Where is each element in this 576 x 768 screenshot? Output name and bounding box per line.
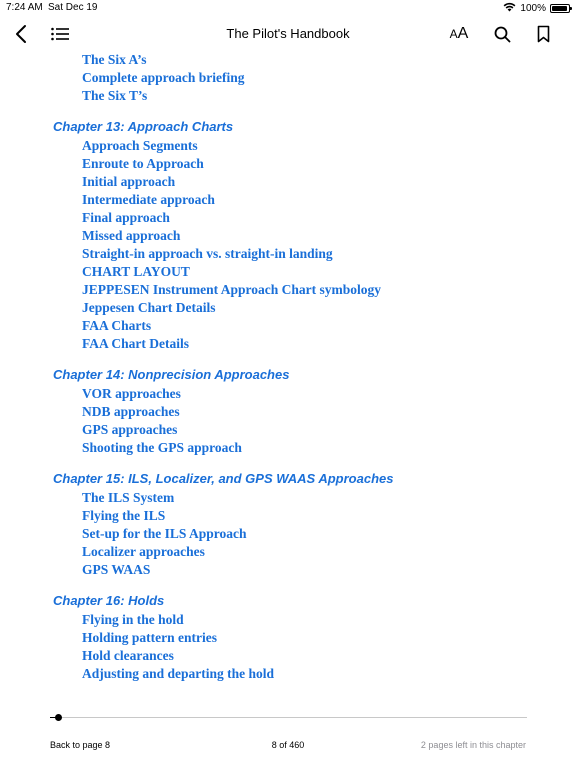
status-time: 7:24 AM — [6, 2, 43, 13]
toc-item[interactable]: Hold clearances — [82, 648, 174, 663]
toc-item[interactable]: Adjusting and departing the hold — [82, 666, 275, 681]
font-size-icon — [450, 26, 469, 42]
status-date: Sat Dec 19 — [48, 2, 98, 13]
font-settings-button[interactable] — [444, 22, 474, 46]
font-big-glyph: A — [457, 25, 469, 42]
progress-track[interactable] — [50, 717, 527, 718]
progress-knob[interactable] — [55, 714, 62, 721]
toc-item[interactable]: Flying the ILS — [82, 508, 166, 523]
page-indicator: 8 of 460 — [271, 740, 305, 750]
toc-item[interactable]: Shooting the GPS approach — [82, 440, 242, 455]
status-right — [503, 2, 570, 15]
toc-item[interactable]: Set-up for the ILS Approach — [82, 526, 247, 541]
bookmark-icon — [537, 25, 550, 43]
toc-item[interactable]: Jeppesen Chart Details — [82, 300, 216, 315]
toc-item[interactable]: Initial approach — [82, 174, 176, 189]
search-button[interactable] — [490, 22, 514, 46]
toc-item[interactable]: The Six T’s — [82, 88, 148, 103]
toc-item[interactable]: NDB approaches — [82, 404, 180, 419]
chevron-left-icon — [15, 24, 27, 44]
toc-chapter-heading[interactable]: Chapter 16: Holds — [53, 593, 165, 608]
battery-level — [552, 6, 567, 11]
toc-item[interactable]: CHART LAYOUT — [82, 264, 190, 279]
book-title: The Pilot's Handbook — [226, 26, 350, 41]
toc-item[interactable]: FAA Chart Details — [82, 336, 189, 351]
toc-item[interactable]: Complete approach briefing — [82, 70, 245, 85]
wifi-icon — [503, 2, 516, 15]
toc-item[interactable]: Localizer approaches — [82, 544, 205, 559]
table-of-contents-button[interactable] — [48, 22, 72, 46]
status-bar — [0, 0, 576, 16]
toc-item[interactable]: GPS WAAS — [82, 562, 151, 577]
toc-item[interactable]: Enroute to Approach — [82, 156, 204, 171]
toc-item[interactable]: The ILS System — [82, 490, 175, 505]
pages-left-label: 2 pages left in this chapter — [420, 740, 526, 750]
search-icon — [494, 26, 511, 43]
toc-chapter-heading[interactable]: Chapter 13: Approach Charts — [53, 119, 234, 134]
toc-item[interactable]: VOR approaches — [82, 386, 181, 401]
toc-item[interactable]: GPS approaches — [82, 422, 178, 437]
toc-chapter-heading[interactable]: Chapter 14: Nonprecision Approaches — [53, 367, 290, 382]
toc-item[interactable]: Missed approach — [82, 228, 181, 243]
font-small-glyph: A — [449, 27, 458, 41]
toc-item[interactable]: Straight-in approach vs. straight-in landing — [82, 246, 333, 261]
toc-item[interactable]: Flying in the hold — [82, 612, 184, 627]
toc-chapter-heading[interactable]: Chapter 15: ILS, Localizer, and GPS WAAS Approaches — [53, 471, 394, 486]
back-button[interactable] — [10, 22, 32, 46]
toc-item[interactable]: Intermediate approach — [82, 192, 215, 207]
toc-item[interactable]: Final approach — [82, 210, 170, 225]
toc-item[interactable]: FAA Charts — [82, 318, 152, 333]
reader-toolbar — [0, 18, 576, 50]
toc-item[interactable]: JEPPESEN Instrument Approach Chart symbology — [82, 282, 382, 297]
toc-item[interactable]: Holding pattern entries — [82, 630, 217, 645]
battery-percent: 100% — [520, 3, 546, 14]
back-to-page-link[interactable]: Back to page 8 — [50, 740, 111, 750]
toc-item[interactable]: The Six A’s — [82, 52, 147, 67]
toc-item[interactable]: Approach Segments — [82, 138, 198, 153]
bookmark-button[interactable] — [532, 22, 554, 46]
battery-icon — [550, 4, 570, 13]
list-icon — [51, 27, 69, 41]
